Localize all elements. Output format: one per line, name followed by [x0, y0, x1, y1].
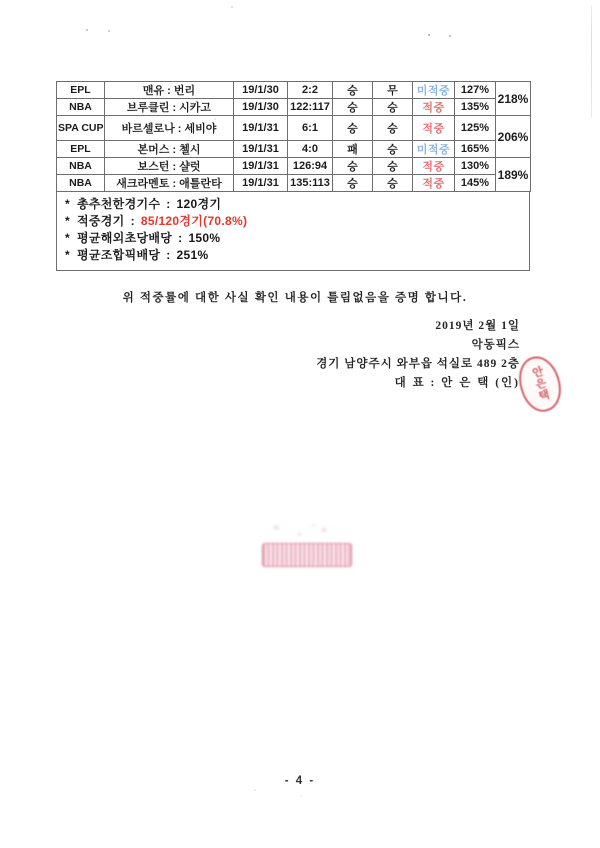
odds-cell: 165%	[455, 141, 496, 158]
bullet-asterisk: *	[65, 248, 70, 262]
betting-results-table	[56, 81, 531, 192]
status-cell: 적중	[413, 116, 455, 141]
scan-speckles	[0, 0, 2, 2]
page-number: - 4 -	[284, 775, 316, 787]
pick-cell: 승	[333, 175, 373, 192]
summary-label: 평균조합픽배당	[77, 248, 161, 262]
match-cell: 본머스 : 첼시	[105, 141, 234, 158]
signature-date: 2019년 2월 1일	[435, 320, 520, 332]
result-cell: 승	[373, 99, 413, 116]
signature-company: 악동픽스	[471, 339, 520, 351]
date-cell: 19/1/30	[234, 99, 288, 116]
league-cell: NBA	[57, 99, 105, 116]
table-row	[57, 82, 531, 99]
odds-cell: 127%	[455, 82, 496, 99]
scan-edge-line	[591, 5, 592, 117]
combined-odds-cell: 218%	[496, 82, 531, 116]
signature-representative: 대 표 : 안 은 택 (인)	[394, 377, 520, 389]
league-cell: EPL	[57, 82, 105, 99]
summary-item-hit-games	[65, 213, 523, 230]
summary-value-highlight: 85/120경기(70.8%)	[140, 214, 248, 228]
pick-cell: 패	[333, 141, 373, 158]
score-cell: 135:113	[288, 175, 333, 192]
odds-cell: 125%	[455, 116, 496, 141]
status-cell: 미적중	[413, 82, 455, 99]
score-cell: 2:2	[288, 82, 333, 99]
odds-cell: 130%	[455, 158, 496, 175]
status-cell: 적중	[413, 175, 455, 192]
status-cell: 미적중	[413, 141, 455, 158]
signature-address: 경기 남양주시 와부읍 석실로 489 2층	[316, 358, 520, 370]
odds-cell: 135%	[455, 99, 496, 116]
score-cell: 126:94	[288, 158, 333, 175]
stamp-text-band	[262, 543, 352, 567]
match-cell: 보스턴 : 샬럿	[105, 158, 234, 175]
summary-value: 251%	[176, 248, 209, 262]
score-cell: 4:0	[288, 141, 333, 158]
result-cell: 승	[373, 158, 413, 175]
date-cell: 19/1/31	[234, 141, 288, 158]
stamp-smudge	[268, 521, 338, 543]
red-name-seal-stamp	[512, 351, 567, 417]
table-row	[57, 175, 531, 192]
summary-label: 평균해외초당배당	[77, 231, 173, 245]
result-cell: 무	[373, 82, 413, 99]
league-cell: NBA	[57, 158, 105, 175]
league-cell: NBA	[57, 175, 105, 192]
match-cell: 바르셀로나 : 세비야	[105, 116, 234, 141]
table-row	[57, 99, 531, 116]
status-cell: 적중	[413, 99, 455, 116]
bullet-asterisk: *	[65, 214, 70, 228]
summary-separator: :	[166, 197, 171, 211]
match-cell: 맨유 : 번리	[105, 82, 234, 99]
summary-value: 150%	[188, 231, 221, 245]
pick-cell: 승	[333, 116, 373, 141]
signature-block	[316, 317, 520, 393]
summary-separator: :	[178, 231, 183, 245]
bullet-asterisk: *	[65, 231, 70, 245]
table-row	[57, 141, 531, 158]
summary-item-total-games	[65, 196, 523, 213]
summary-item-avg-overseas-odds	[65, 230, 523, 247]
result-cell: 승	[373, 141, 413, 158]
summary-item-avg-combo-odds	[65, 247, 523, 264]
odds-cell: 145%	[455, 175, 496, 192]
table-row	[57, 158, 531, 175]
pick-cell: 승	[333, 99, 373, 116]
seal-characters: 안은택	[529, 365, 551, 403]
summary-box	[56, 192, 530, 271]
result-cell: 승	[373, 175, 413, 192]
results-table-section	[56, 81, 530, 271]
match-cell: 새크라멘토 : 애틀란타	[105, 175, 234, 192]
summary-separator: :	[166, 248, 171, 262]
combined-odds-cell: 189%	[496, 158, 531, 192]
combined-odds-cell: 206%	[496, 116, 531, 158]
summary-separator: :	[130, 214, 135, 228]
table-row	[57, 116, 531, 141]
date-cell: 19/1/30	[234, 82, 288, 99]
status-cell: 적중	[413, 158, 455, 175]
summary-label: 적중경기	[77, 214, 125, 228]
score-cell: 6:1	[288, 116, 333, 141]
match-cell: 브루클린 : 시카고	[105, 99, 234, 116]
date-cell: 19/1/31	[234, 175, 288, 192]
league-cell: EPL	[57, 141, 105, 158]
summary-label: 총추천한경기수	[77, 197, 161, 211]
summary-value: 120경기	[176, 197, 222, 211]
score-cell: 122:117	[288, 99, 333, 116]
faded-red-stamp	[262, 521, 352, 573]
league-cell: SPA CUP	[57, 116, 105, 141]
certification-statement: 위 적중률에 대한 사실 확인 내용이 틀림없음을 증명 합니다.	[122, 292, 468, 304]
date-cell: 19/1/31	[234, 158, 288, 175]
result-cell: 승	[373, 116, 413, 141]
pick-cell: 승	[333, 82, 373, 99]
date-cell: 19/1/31	[234, 116, 288, 141]
pick-cell: 승	[333, 158, 373, 175]
bullet-asterisk: *	[65, 197, 70, 211]
